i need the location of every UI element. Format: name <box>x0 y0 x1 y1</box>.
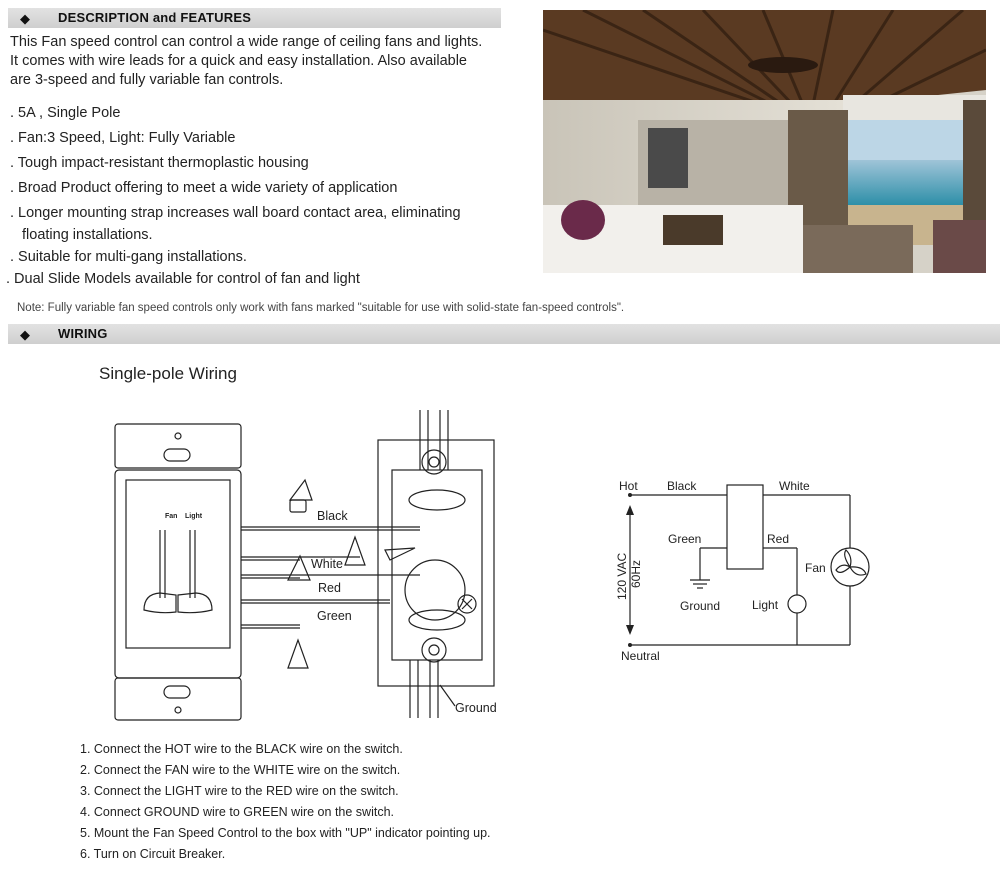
feature-item: . Longer mounting strap increases wall board contact area, eliminating <box>10 205 461 221</box>
schematic-fan-label: Fan <box>805 561 826 575</box>
wire-nut <box>345 537 365 565</box>
wire-nut <box>288 640 308 668</box>
features-list <box>6 103 461 294</box>
schematic-neutral-label: Neutral <box>621 649 660 663</box>
schematic-red-label: Red <box>767 532 790 546</box>
wiring-section-title: WIRING <box>58 326 108 341</box>
wiring-step: 3. Connect the LIGHT wire to the RED wire on the switch. <box>80 784 399 798</box>
room-photo-image <box>543 10 986 273</box>
wire-white-label: White <box>311 557 343 571</box>
wiring-illustration <box>110 410 510 722</box>
diamond-icon: ◆ <box>20 327 30 342</box>
diamond-icon: ◆ <box>20 11 30 26</box>
wiring-step: 6. Turn on Circuit Breaker. <box>80 847 226 861</box>
feature-item: . Fan:3 Speed, Light: Fully Variable <box>10 130 236 146</box>
feature-item: . Tough impact-resistant thermoplastic housing <box>10 155 309 171</box>
switch-body <box>115 470 241 678</box>
description-section-title: DESCRIPTION and FEATURES <box>58 10 252 25</box>
feature-item: . Dual Slide Models available for control of fan and light <box>6 271 360 287</box>
wiring-step: 1. Connect the HOT wire to the BLACK wire on the switch. <box>80 742 403 756</box>
wiring-step: 5. Mount the Fan Speed Control to the box with "UP" indicator pointing up. <box>80 826 491 840</box>
switch-light-label: Light <box>185 513 203 520</box>
wiring-steps-list <box>80 742 491 868</box>
schematic-white-label: White <box>779 479 810 493</box>
schematic-light-label: Light <box>752 598 779 612</box>
schematic-hot-label: Hot <box>619 479 638 493</box>
wiring-schematic <box>612 474 890 666</box>
wiring-step: 4. Connect GROUND wire to GREEN wire on the switch. <box>80 805 394 819</box>
feature-item: . 5A , Single Pole <box>10 105 121 121</box>
schematic-green-label: Green <box>668 532 702 546</box>
switch-symbol <box>727 485 763 569</box>
note-text: Note: Fully variable fan speed controls only work with fans marked "suitable for use with solid-state fan-speed controls". <box>17 302 625 314</box>
schematic-frequency-label: 60Hz <box>629 559 643 588</box>
wire-red-label: Red <box>318 581 341 595</box>
wiring-title: Single-pole Wiring <box>99 364 237 383</box>
electrical-box <box>378 440 494 686</box>
wire-green-label: Green <box>317 609 352 623</box>
light-bulb-icon <box>788 595 806 613</box>
description-line: This Fan speed control can control a wide range of ceiling fans and lights. <box>10 34 483 50</box>
description-line: are 3-speed and fully variable fan controls. <box>10 72 284 88</box>
description-text <box>10 33 530 90</box>
description-line: It comes with wire leads for a quick and easy installation. Also available <box>10 53 467 69</box>
schematic-voltage-label: 120 VAC <box>615 552 629 600</box>
feature-item-continued: floating installations. <box>22 227 153 243</box>
schematic-ground-label: Ground <box>680 599 721 613</box>
feature-item: . Broad Product offering to meet a wide variety of application <box>10 180 398 196</box>
wire-ground-label: Ground <box>455 701 497 715</box>
room-photo <box>543 10 986 273</box>
description-section-bar <box>8 8 501 28</box>
wiring-section-bar <box>8 324 1000 344</box>
wire-nut <box>290 480 312 500</box>
switch-fan-label: Fan <box>165 513 178 520</box>
wire-nut <box>385 548 415 560</box>
wire-black-label: Black <box>317 509 348 523</box>
feature-item: . Suitable for multi-gang installations. <box>10 249 247 265</box>
schematic-black-label: Black <box>667 479 697 493</box>
wallplate-bottom <box>115 678 241 720</box>
wiring-step: 2. Connect the FAN wire to the WHITE wire on the switch. <box>80 763 401 777</box>
